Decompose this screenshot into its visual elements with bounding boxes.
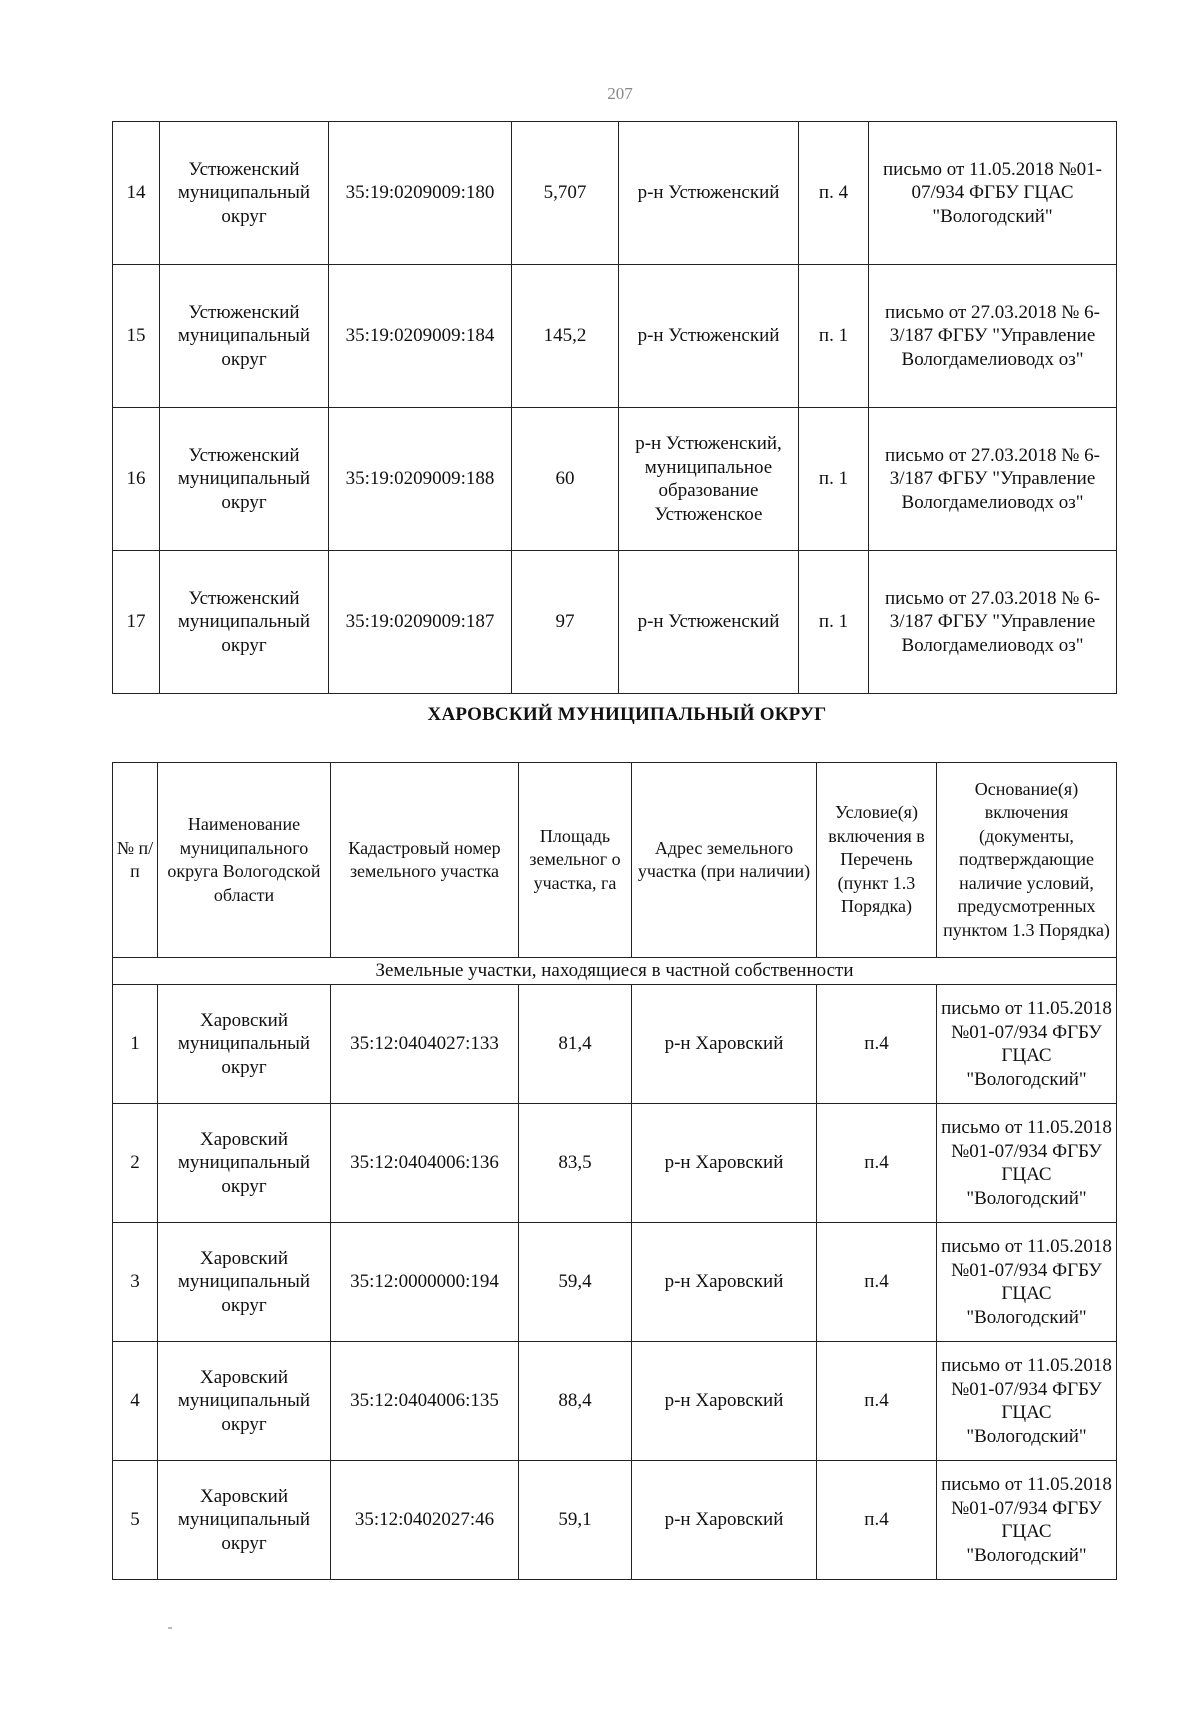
cadastral-number: 35:12:0402027:46 <box>331 1461 519 1580</box>
table-row <box>113 1223 1117 1342</box>
inclusion-basis: письмо от 11.05.2018 №01-07/934 ФГБУ ГЦАС "Вологодский" <box>937 1223 1117 1342</box>
inclusion-basis: письмо от 11.05.2018 №01-07/934 ФГБУ ГЦАС "Вологодский" <box>937 1461 1117 1580</box>
district-name: Устюженский муниципальный округ <box>160 265 329 408</box>
row-number: 17 <box>113 551 160 694</box>
inclusion-condition: п.4 <box>817 1223 937 1342</box>
inclusion-basis: письмо от 11.05.2018 №01-07/934 ФГБУ ГЦАС "Вологодский" <box>869 122 1117 265</box>
row-number: 4 <box>113 1342 158 1461</box>
header-basis: Основание(я) включения (документы, подтверждающие наличие условий, предусмотренных пунктом 1.3 Порядка) <box>937 763 1117 958</box>
row-number: 14 <box>113 122 160 265</box>
land-address: р-н Устюженский <box>619 122 799 265</box>
inclusion-basis: письмо от 27.03.2018 № 6-3/187 ФГБУ "Управление Вологдамелиоводх оз" <box>869 265 1117 408</box>
table-row <box>113 408 1117 551</box>
row-number: 5 <box>113 1461 158 1580</box>
cadastral-number: 35:19:0209009:187 <box>329 551 512 694</box>
district-name: Харовский муниципальный округ <box>158 985 331 1104</box>
inclusion-condition: п. 1 <box>799 265 869 408</box>
header-cadastral: Кадастровый номер земельного участка <box>331 763 519 958</box>
row-number: 3 <box>113 1223 158 1342</box>
table-row <box>113 1461 1117 1580</box>
cadastral-number: 35:12:0404027:133 <box>331 985 519 1104</box>
land-address: р-н Устюженский <box>619 551 799 694</box>
land-area: 83,5 <box>519 1104 632 1223</box>
row-number: 1 <box>113 985 158 1104</box>
header-number: № п/п <box>113 763 158 958</box>
table-row <box>113 1342 1117 1461</box>
header-address: Адрес земельного участка (при наличии) <box>632 763 817 958</box>
district-name: Харовский муниципальный округ <box>158 1223 331 1342</box>
land-area: 5,707 <box>512 122 619 265</box>
cadastral-number: 35:19:0209009:180 <box>329 122 512 265</box>
inclusion-condition: п. 4 <box>799 122 869 265</box>
land-address: р-н Харовский <box>632 1461 817 1580</box>
inclusion-basis: письмо от 27.03.2018 № 6-3/187 ФГБУ "Управление Вологдамелиоводх оз" <box>869 408 1117 551</box>
group-label: Земельные участки, находящиеся в частной собственности <box>113 958 1117 985</box>
group-row <box>113 958 1117 985</box>
land-address: р-н Харовский <box>632 1223 817 1342</box>
land-area: 60 <box>512 408 619 551</box>
inclusion-condition: п. 1 <box>799 408 869 551</box>
inclusion-basis: письмо от 11.05.2018 №01-07/934 ФГБУ ГЦАС "Вологодский" <box>937 1104 1117 1223</box>
land-address: р-н Харовский <box>632 1342 817 1461</box>
district-name: Устюженский муниципальный округ <box>160 122 329 265</box>
row-number: 15 <box>113 265 160 408</box>
land-address: р-н Харовский <box>632 985 817 1104</box>
cadastral-number: 35:12:0404006:135 <box>331 1342 519 1461</box>
land-address: р-н Харовский <box>632 1104 817 1223</box>
inclusion-condition: п.4 <box>817 1104 937 1223</box>
row-number: 16 <box>113 408 160 551</box>
inclusion-basis: письмо от 27.03.2018 № 6-3/187 ФГБУ "Управление Вологдамелиоводх оз" <box>869 551 1117 694</box>
cadastral-number: 35:19:0209009:188 <box>329 408 512 551</box>
inclusion-condition: п.4 <box>817 985 937 1104</box>
inclusion-basis: письмо от 11.05.2018 №01-07/934 ФГБУ ГЦАС "Вологодский" <box>937 985 1117 1104</box>
header-district: Наименование муниципального округа Вологодской области <box>158 763 331 958</box>
district-name: Устюженский муниципальный округ <box>160 551 329 694</box>
district-name: Харовский муниципальный округ <box>158 1461 331 1580</box>
row-number: 2 <box>113 1104 158 1223</box>
land-area: 145,2 <box>512 265 619 408</box>
cadastral-number: 35:12:0000000:194 <box>331 1223 519 1342</box>
scan-speck <box>168 1627 172 1629</box>
inclusion-condition: п.4 <box>817 1342 937 1461</box>
district-name: Харовский муниципальный округ <box>158 1342 331 1461</box>
ustyuzhna-land-table <box>112 121 1117 694</box>
kharovsky-land-table <box>112 762 1117 1580</box>
inclusion-condition: п. 1 <box>799 551 869 694</box>
land-area: 81,4 <box>519 985 632 1104</box>
header-condition: Условие(я) включения в Перечень (пункт 1.3 Порядка) <box>817 763 937 958</box>
district-name: Устюженский муниципальный округ <box>160 408 329 551</box>
table-row <box>113 551 1117 694</box>
inclusion-condition: п.4 <box>817 1461 937 1580</box>
cadastral-number: 35:12:0404006:136 <box>331 1104 519 1223</box>
header-row <box>113 763 1117 958</box>
inclusion-basis: письмо от 11.05.2018 №01-07/934 ФГБУ ГЦАС "Вологодский" <box>937 1342 1117 1461</box>
land-area: 59,4 <box>519 1223 632 1342</box>
table-row <box>113 265 1117 408</box>
table-row <box>113 985 1117 1104</box>
header-area: Площадь земельног о участка, га <box>519 763 632 958</box>
page-number: 207 <box>607 84 633 103</box>
section-title: ХАРОВСКИЙ МУНИЦИПАЛЬНЫЙ ОКРУГ <box>427 704 827 725</box>
table-row <box>113 122 1117 265</box>
table-row <box>113 1104 1117 1223</box>
district-name: Харовский муниципальный округ <box>158 1104 331 1223</box>
land-address: р-н Устюженский, муниципальное образование Устюженское <box>619 408 799 551</box>
land-area: 97 <box>512 551 619 694</box>
land-area: 88,4 <box>519 1342 632 1461</box>
land-area: 59,1 <box>519 1461 632 1580</box>
cadastral-number: 35:19:0209009:184 <box>329 265 512 408</box>
land-address: р-н Устюженский <box>619 265 799 408</box>
